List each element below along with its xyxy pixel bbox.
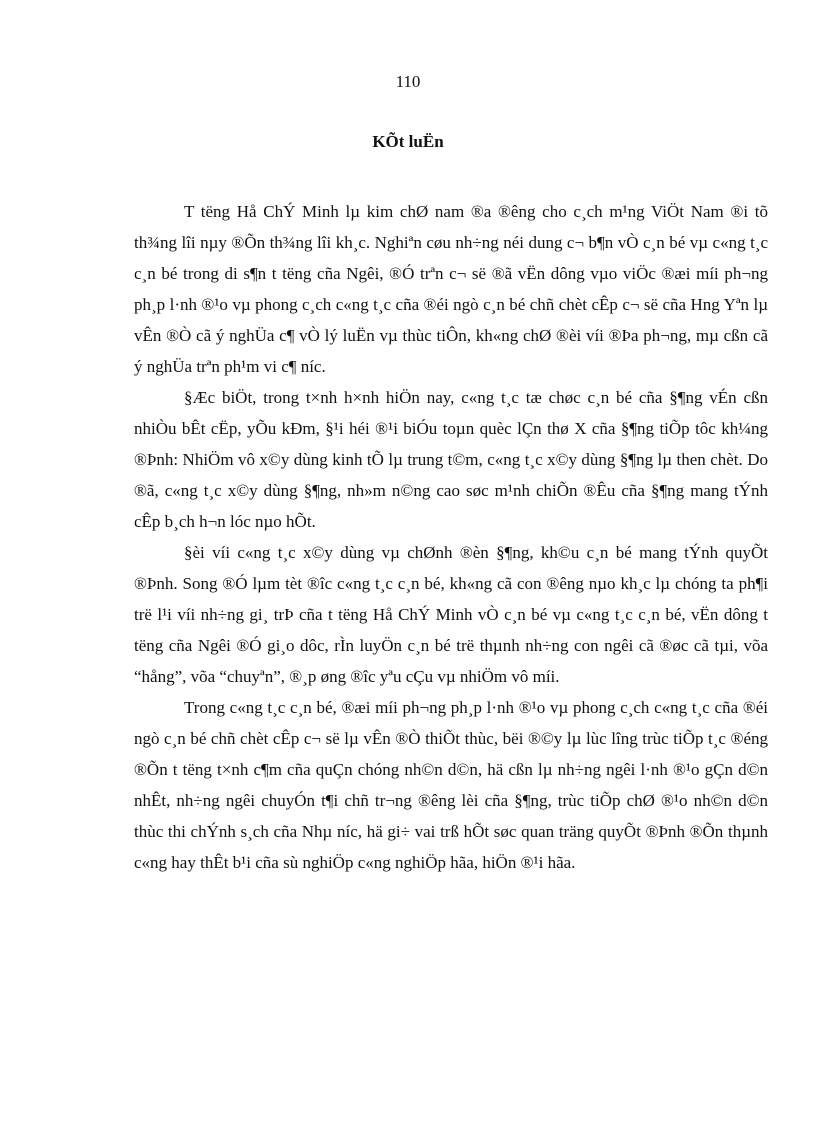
paragraph: §Æc biÖt, trong t×nh h×nh hiÖn nay, c«ng t¸c tæ chøc c¸n bé cña §¶ng vÉn cßn nhiÒu bÊt cËp, yÕu kÐm, §¹i héi ®¹i biÓu toµn quèc lÇn thø X cña §¶ng tiÕp tôc kh¼ng ®Þnh: NhiÖm vô x©y dùng kinh tÕ lµ trung t©m, c«ng t¸c x©y dùng §¶ng lµ then chèt. Do ®ã, c«ng t¸c x©y dùng §¶ng, nh»m n©ng cao søc m¹nh chiÕn ®Êu cña §¶ng mang tÝnh cÊp b¸ch h¬n lóc nµo hÕt. — [134, 388, 768, 531]
paragraph: Trong c«ng t¸c c¸n bé, ®æi míi ph¬ng ph¸p l·nh ®¹o vµ phong c¸ch c«ng t¸c cña ®éi ngò c¸n bé chñ chèt cÊp c¬ së lµ vÊn ®Ò thiÕt thùc, bëi ®©y lµ lùc lîng trùc tiÕp t¸c ®éng ®Õn t tëng t×nh c¶m cña quÇn chóng nh©n d©n, hä cßn lµ nh÷ng ngêi l·nh ®¹o gÇn d©n nhÊt, nh÷ng ngêi chuyÓn t¶i chñ tr¬ng ®êng lèi cña §¶ng, trùc tiÕp chØ ®¹o nh©n d©n thùc thi chÝnh s¸ch cña Nhµ níc, hä gi÷ vai trß hÕt søc quan träng quyÕt ®Þnh ®Õn thµnh c«ng hay thÊt b¹i cña sù nghiÖp c«ng nghiÖp hãa, hiÖn ®¹i hãa. — [134, 698, 768, 872]
page-number: 110 — [395, 72, 421, 91]
section-title: KÕt luËn — [372, 132, 444, 151]
paragraph: §èi víi c«ng t¸c x©y dùng vµ chØnh ®èn §¶ng, kh©u c¸n bé mang tÝnh quyÕt ®Þnh. Song ®Ó lµm tèt ®îc c«ng t¸c c¸n bé, kh«ng cã con ®êng nµo kh¸c lµ chóng ta ph¶i trë l¹i víi nh÷ng gi¸ trÞ cña t tëng Hå ChÝ Minh vÒ c¸n bé vµ c«ng t¸c c¸n bé, vËn dông t tëng cña Ngêi ®Ó gi¸o dôc, rÌn luyÖn c¸n bé trë thµnh nh÷ng con ngêi cã ®øc cã tµi, võa “hång”, võa “chuyªn”, ®¸p øng ®îc yªu cÇu vµ nhiÖm vô míi. — [134, 543, 768, 686]
paragraph: T tëng Hå ChÝ Minh lµ kim chØ nam ®a ®êng cho c¸ch m¹ng ViÖt Nam ®i tõ th¾ng lîi nµy ®Õn th¾ng lîi kh¸c. Nghiªn cøu nh÷ng néi dung c¬ b¶n vÒ c¸n bé vµ c«ng t¸c c¸n bé trong di s¶n t tëng cña Ngêi, ®Ó trªn c¬ së ®ã vËn dông vµo viÖc ®æi míi ph¬ng ph¸p l·nh ®¹o vµ phong c¸ch c«ng t¸c cña ®éi ngò c¸n bé chñ chèt cÊp c¬ së cña Hng Yªn lµ vÊn ®Ò cã ý nghÜa c¶ vÒ lý luËn vµ thùc tiÔn, kh«ng chØ ®èi víi ®Þa ph¬ng, mµ cßn cã ý nghÜa trªn ph¹m vi c¶ níc. — [134, 202, 768, 376]
body-text — [134, 196, 768, 878]
